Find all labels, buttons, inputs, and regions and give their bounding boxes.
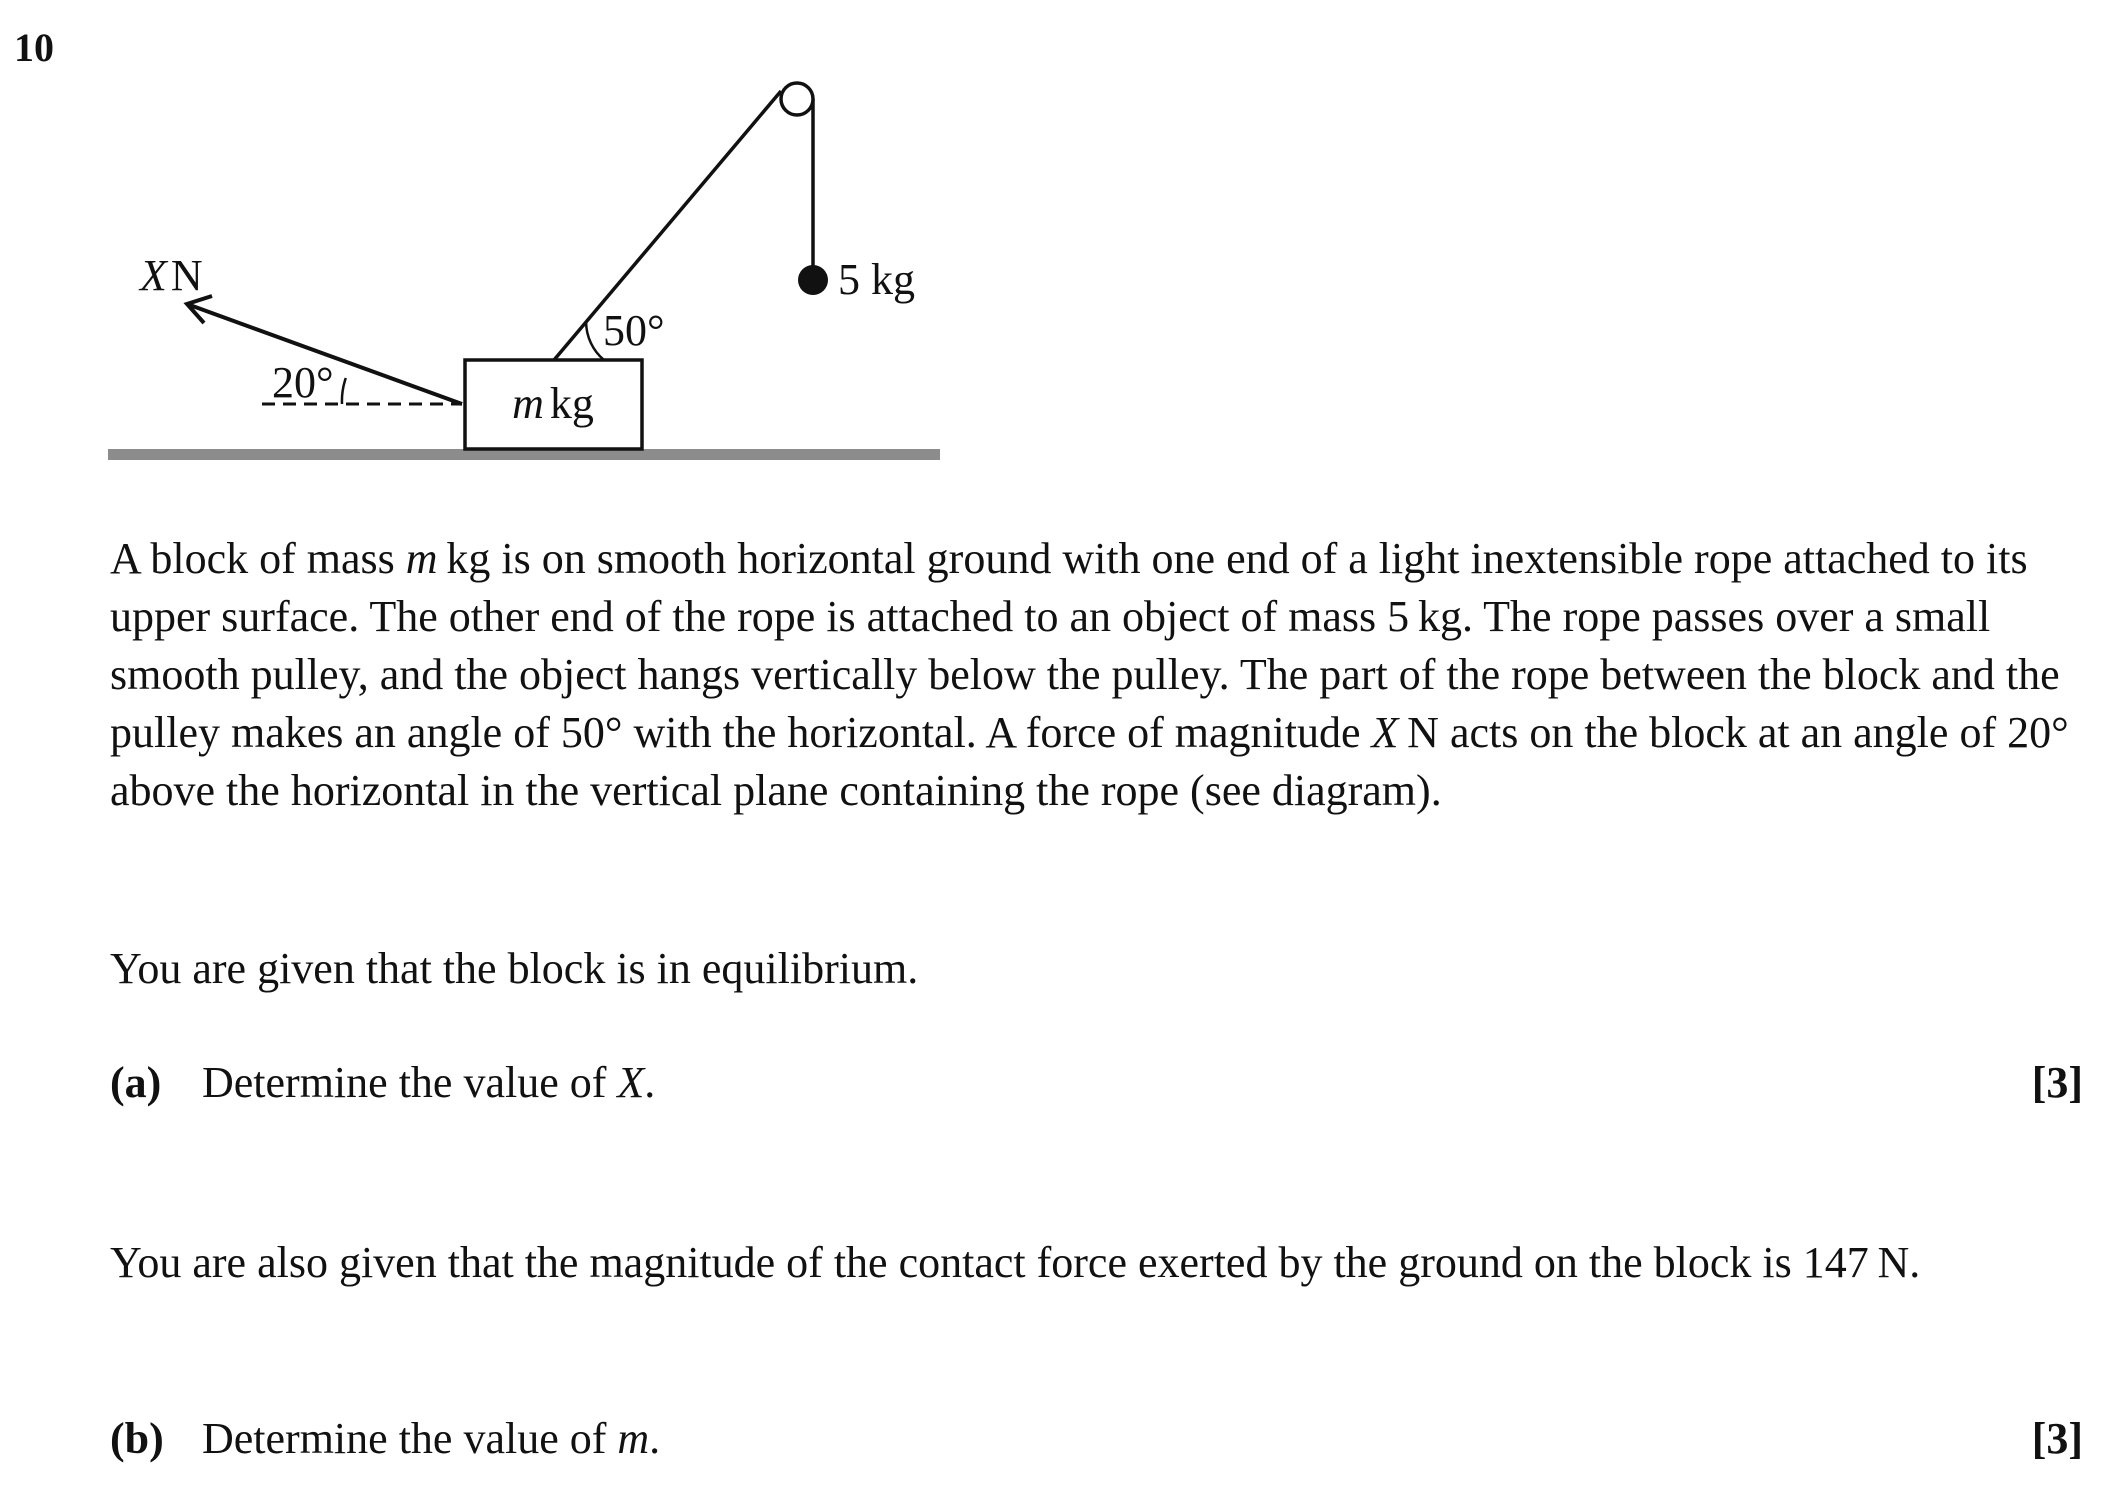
part-b-label: (b): [110, 1414, 164, 1463]
equilibrium-statement: You are given that the block is in equilibrium.: [110, 944, 919, 993]
part-a: [110, 1054, 2083, 1112]
question-stem: A block of mass m kg is on smooth horizontal ground with one end of a light inextensible rope attached to its upper surface. The other end of the rope is attached to an object of mass 5 kg. The rope passes over a small smooth pulley, and the object hangs vertically below the pulley. The part of the rope between the block and the pulley makes an angle of 50° with the horizontal. A force of magnitude X N acts on the block at an angle of 20° above the horizontal in the vertical plane containing the rope (see diagram).: [110, 534, 2069, 815]
contact-force-statement: You are also given that the magnitude of the contact force exerted by the ground on the block is 147 N.: [110, 1238, 1921, 1287]
part-b-marks: [3]: [2031, 1414, 2083, 1463]
force-angle-arc: [342, 378, 346, 404]
hanging-mass-label: 5 kg: [838, 255, 915, 304]
rope-inclined: [554, 91, 781, 360]
force-label: XN: [140, 251, 203, 300]
part-a-marks: [3]: [2031, 1058, 2083, 1107]
pulley: [781, 83, 813, 115]
part-b-prompt: Determine the value of m.: [202, 1414, 661, 1463]
part-b: [110, 1410, 2083, 1468]
part-a-prompt: Determine the value of X.: [202, 1058, 656, 1107]
rope-angle-label: 50°: [603, 306, 665, 355]
block-label: m kg: [512, 379, 594, 428]
force-diagram: [0, 0, 1000, 480]
hanging-mass: [798, 265, 828, 295]
force-angle-label: 20°: [272, 358, 334, 407]
rope-angle-arc: [586, 322, 604, 360]
part-a-label: (a): [110, 1058, 162, 1107]
question-number: 10: [14, 25, 54, 70]
